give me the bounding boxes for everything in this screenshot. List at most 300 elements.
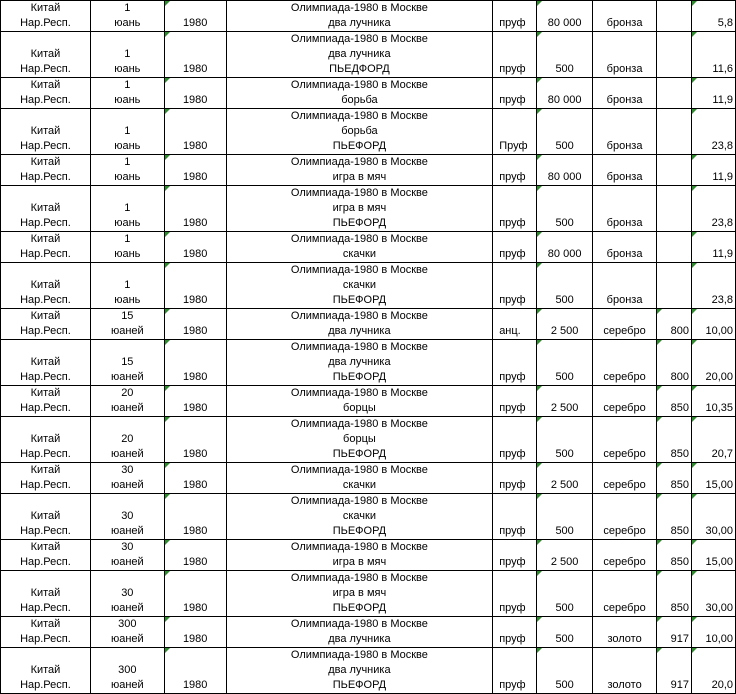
cell-mintage-value: 80 000 [547, 248, 582, 260]
cell-mintage-value: 500 [555, 633, 574, 645]
cell-year-value: 1980 [182, 633, 208, 645]
cell-country-line: Китай [30, 156, 61, 168]
cell-year-value: 1980 [182, 294, 208, 306]
cell-country-line: Китай [30, 233, 61, 245]
cell-metal[interactable] [593, 155, 657, 186]
cell-description[interactable] [226, 463, 493, 494]
cell-weight-value: 850 [670, 525, 689, 537]
cell-description[interactable] [226, 186, 493, 232]
cell-mintage[interactable] [537, 263, 593, 309]
cell-quality-value: анц. [499, 325, 521, 337]
cell-price[interactable] [691, 386, 735, 417]
cell-metal-value: серебро [603, 402, 646, 414]
cell-price[interactable] [691, 648, 735, 694]
cell-metal-value: бронза [606, 17, 643, 29]
cell-mintage-value: 500 [555, 63, 574, 75]
cell-country[interactable] [1, 571, 91, 617]
cell-denomination-line: 30 [121, 464, 134, 476]
cell-metal-value: бронза [606, 294, 643, 306]
cell-country[interactable] [1, 463, 91, 494]
cell-country-line: Нар.Респ. [20, 140, 71, 152]
cell-denomination-line: юаней [110, 525, 144, 537]
cell-description-line: Олимпиада-1980 в Москве [290, 233, 428, 245]
cell-mintage-value: 80 000 [547, 171, 582, 183]
cell-price[interactable] [691, 155, 735, 186]
cell-description-line: ПЬЕФОРД [332, 217, 387, 229]
cell-price[interactable] [691, 340, 735, 386]
cell-weight[interactable] [657, 494, 692, 540]
cell-price-value: 11,9 [712, 171, 733, 183]
cell-description-line: борьба [341, 94, 378, 106]
cell-year[interactable] [164, 78, 226, 109]
cell-description-line: игра в мяч [332, 171, 387, 183]
cell-year[interactable] [164, 155, 226, 186]
cell-mintage[interactable] [537, 617, 593, 648]
cell-metal-value: серебро [603, 371, 646, 383]
cell-description-line: два лучника [328, 356, 391, 368]
cell-denomination[interactable] [90, 386, 164, 417]
cell-price-value: 23,8 [711, 217, 733, 229]
cell-quality[interactable] [493, 617, 537, 648]
cell-price[interactable] [691, 309, 735, 340]
cell-country[interactable] [1, 494, 91, 540]
cell-year-value: 1980 [182, 371, 208, 383]
table-row [1, 232, 736, 263]
cell-metal[interactable] [593, 571, 657, 617]
cell-denomination[interactable] [90, 648, 164, 694]
cell-country[interactable] [1, 540, 91, 571]
cell-price[interactable] [691, 232, 735, 263]
cell-denomination-line: юаней [110, 402, 144, 414]
cell-weight[interactable] [657, 386, 692, 417]
cell-country[interactable] [1, 386, 91, 417]
cell-description[interactable] [226, 32, 493, 78]
cell-description[interactable] [226, 340, 493, 386]
cell-quality[interactable] [493, 232, 537, 263]
cell-metal[interactable] [593, 540, 657, 571]
cell-country-line: Китай [30, 387, 61, 399]
cell-denomination-line: 1 [124, 2, 131, 14]
cell-description-line: два лучника [328, 17, 391, 29]
table-row [1, 540, 736, 571]
cell-description[interactable] [226, 648, 493, 694]
cell-quality[interactable] [493, 340, 537, 386]
cell-denomination-line: юань [114, 248, 141, 260]
cell-denomination[interactable] [90, 340, 164, 386]
table-row [1, 417, 736, 463]
cell-denomination-line: юань [114, 94, 141, 106]
cell-mintage-value: 2 500 [550, 556, 579, 568]
cell-price-value: 15,00 [705, 556, 733, 568]
cell-denomination[interactable] [90, 32, 164, 78]
cell-description-line: скачки [342, 248, 376, 260]
cell-price[interactable] [691, 494, 735, 540]
cell-denomination-line: юаней [110, 479, 144, 491]
cell-price[interactable] [691, 78, 735, 109]
cell-quality[interactable] [493, 386, 537, 417]
cell-year-value: 1980 [182, 217, 208, 229]
cell-denomination-line: юаней [110, 679, 144, 691]
cell-denomination-line: 1 [124, 48, 131, 60]
cell-metal-value: бронза [606, 140, 643, 152]
cell-quality[interactable] [493, 417, 537, 463]
cell-description-line: два лучника [328, 325, 391, 337]
cell-mintage[interactable] [537, 417, 593, 463]
cell-country[interactable] [1, 78, 91, 109]
cell-year[interactable] [164, 309, 226, 340]
cell-description[interactable] [226, 232, 493, 263]
cell-mintage[interactable] [537, 155, 593, 186]
cell-country[interactable] [1, 32, 91, 78]
cell-price-value: 20,00 [705, 371, 733, 383]
cell-denomination[interactable] [90, 571, 164, 617]
cell-denomination-line: 300 [118, 618, 137, 630]
cell-country[interactable] [1, 1, 91, 32]
cell-denomination[interactable] [90, 109, 164, 155]
cell-denomination-line: юань [114, 63, 141, 75]
cell-weight[interactable] [657, 1, 692, 32]
cell-quality-value: пруф [499, 63, 526, 75]
cell-denomination-line: юань [114, 217, 141, 229]
cell-price-value: 30,00 [705, 602, 733, 614]
cell-denomination[interactable] [90, 309, 164, 340]
cell-weight[interactable] [657, 309, 692, 340]
cell-country-line: Китай [30, 202, 61, 214]
cell-mintage[interactable] [537, 32, 593, 78]
cell-year[interactable] [164, 617, 226, 648]
cell-mintage[interactable] [537, 309, 593, 340]
cell-price[interactable] [691, 463, 735, 494]
cell-denomination-line: 300 [118, 664, 137, 676]
cell-price-value: 20,7 [711, 448, 733, 460]
cell-weight[interactable] [657, 463, 692, 494]
cell-mintage[interactable] [537, 648, 593, 694]
cell-denomination[interactable] [90, 186, 164, 232]
cell-country[interactable] [1, 109, 91, 155]
cell-weight[interactable] [657, 540, 692, 571]
cell-metal[interactable] [593, 232, 657, 263]
cell-mintage[interactable] [537, 540, 593, 571]
cell-quality[interactable] [493, 494, 537, 540]
cell-year[interactable] [164, 386, 226, 417]
cell-denomination[interactable] [90, 232, 164, 263]
cell-description-line: Олимпиада-1980 в Москве [290, 649, 428, 661]
cell-denomination-line: 20 [121, 433, 134, 445]
cell-denomination-line: 30 [121, 510, 134, 522]
cell-metal-value: бронза [606, 217, 643, 229]
cell-quality[interactable] [493, 78, 537, 109]
cell-country-line: Китай [30, 618, 61, 630]
cell-mintage[interactable] [537, 463, 593, 494]
cell-description[interactable] [226, 1, 493, 32]
cell-country[interactable] [1, 340, 91, 386]
cell-metal[interactable] [593, 186, 657, 232]
cell-country-line: Нар.Респ. [20, 217, 71, 229]
cell-metal[interactable] [593, 386, 657, 417]
cell-denomination-line: юаней [110, 325, 144, 337]
cell-weight[interactable] [657, 32, 692, 78]
cell-year-value: 1980 [182, 140, 208, 152]
cell-country-line: Нар.Респ. [20, 94, 71, 106]
cell-denomination[interactable] [90, 540, 164, 571]
cell-mintage-value: 80 000 [547, 94, 582, 106]
cell-mintage-value: 80 000 [547, 17, 582, 29]
cell-metal[interactable] [593, 32, 657, 78]
cell-year[interactable] [164, 32, 226, 78]
cell-quality[interactable] [493, 571, 537, 617]
cell-country[interactable] [1, 309, 91, 340]
cell-quality[interactable] [493, 463, 537, 494]
cell-denomination-line: юаней [110, 602, 144, 614]
cell-country-line: Нар.Респ. [20, 294, 71, 306]
cell-weight[interactable] [657, 571, 692, 617]
cell-metal[interactable] [593, 463, 657, 494]
cell-description-line: Олимпиада-1980 в Москве [290, 264, 428, 276]
cell-denomination[interactable] [90, 78, 164, 109]
cell-price-value: 10,00 [705, 633, 733, 645]
table-row [1, 463, 736, 494]
cell-metal-value: бронза [606, 94, 643, 106]
cell-year[interactable] [164, 186, 226, 232]
cell-price-value: 10,00 [705, 325, 733, 337]
cell-mintage[interactable] [537, 186, 593, 232]
table-row [1, 309, 736, 340]
cell-year[interactable] [164, 232, 226, 263]
cell-country-line: Нар.Респ. [20, 556, 71, 568]
cell-description[interactable] [226, 494, 493, 540]
cell-weight-value: 850 [670, 402, 689, 414]
cell-weight-value: 800 [670, 371, 689, 383]
cell-year-value: 1980 [182, 402, 208, 414]
table-row [1, 648, 736, 694]
cell-weight[interactable] [657, 155, 692, 186]
cell-quality[interactable] [493, 1, 537, 32]
cell-quality-value: пруф [499, 633, 526, 645]
cell-denomination[interactable] [90, 263, 164, 309]
cell-metal[interactable] [593, 340, 657, 386]
cell-description-line: ПЬЕФОРД [332, 679, 387, 691]
cell-country-line: Китай [30, 464, 61, 476]
cell-quality[interactable] [493, 32, 537, 78]
table-row [1, 78, 736, 109]
cell-metal[interactable] [593, 494, 657, 540]
cell-quality[interactable] [493, 155, 537, 186]
cell-description-line: ПЬЕФОРД [332, 140, 387, 152]
cell-mintage[interactable] [537, 494, 593, 540]
cell-price-value: 23,8 [711, 294, 733, 306]
cell-year[interactable] [164, 1, 226, 32]
cell-description-line: скачки [342, 479, 376, 491]
cell-denomination[interactable] [90, 155, 164, 186]
cell-year-value: 1980 [182, 525, 208, 537]
cell-description-line: ПЬЕФОРД [332, 602, 387, 614]
cell-country-line: Китай [30, 48, 61, 60]
cell-quality[interactable] [493, 186, 537, 232]
cell-price[interactable] [691, 571, 735, 617]
cell-weight-value: 800 [670, 325, 689, 337]
cell-mintage[interactable] [537, 1, 593, 32]
cell-denomination-line: юаней [110, 556, 144, 568]
table-row [1, 340, 736, 386]
cell-country[interactable] [1, 417, 91, 463]
cell-mintage-value: 500 [555, 294, 574, 306]
cell-price[interactable] [691, 32, 735, 78]
cell-country[interactable] [1, 186, 91, 232]
cell-weight[interactable] [657, 263, 692, 309]
cell-metal[interactable] [593, 309, 657, 340]
cell-quality[interactable] [493, 263, 537, 309]
cell-country[interactable] [1, 232, 91, 263]
cell-description[interactable] [226, 540, 493, 571]
cell-price[interactable] [691, 186, 735, 232]
cell-country-line: Китай [30, 510, 61, 522]
cell-quality[interactable] [493, 109, 537, 155]
cell-country[interactable] [1, 263, 91, 309]
cell-description[interactable] [226, 417, 493, 463]
cell-country-line: Нар.Респ. [20, 633, 71, 645]
cell-country[interactable] [1, 155, 91, 186]
cell-denomination-line: юаней [110, 633, 144, 645]
cell-mintage[interactable] [537, 340, 593, 386]
cell-year[interactable] [164, 417, 226, 463]
cell-metal[interactable] [593, 417, 657, 463]
cell-quality[interactable] [493, 540, 537, 571]
cell-metal-value: серебро [603, 448, 646, 460]
cell-year[interactable] [164, 648, 226, 694]
cell-denomination-line: юань [114, 17, 141, 29]
cell-weight[interactable] [657, 340, 692, 386]
cell-weight[interactable] [657, 78, 692, 109]
cell-price[interactable] [691, 263, 735, 309]
cell-mintage-value: 500 [555, 448, 574, 460]
cell-price[interactable] [691, 540, 735, 571]
table-row [1, 571, 736, 617]
cell-price[interactable] [691, 617, 735, 648]
cell-weight[interactable] [657, 617, 692, 648]
cell-description-line: ПЬЕДФОРД [329, 63, 390, 75]
cell-metal[interactable] [593, 1, 657, 32]
cell-weight-value: 917 [670, 633, 689, 645]
cell-year-value: 1980 [182, 679, 208, 691]
cell-mintage[interactable] [537, 78, 593, 109]
cell-price-value: 11,9 [712, 248, 733, 260]
cell-description[interactable] [226, 386, 493, 417]
cell-description[interactable] [226, 571, 493, 617]
cell-description-line: ПЬЕФОРД [332, 294, 387, 306]
cell-description-line: борцы [343, 433, 376, 445]
table-row [1, 617, 736, 648]
cell-year-value: 1980 [182, 171, 208, 183]
cell-country-line: Нар.Респ. [20, 448, 71, 460]
cell-description-line: Олимпиада-1980 в Москве [290, 156, 428, 168]
cell-quality-value: пруф [499, 556, 526, 568]
cell-country-line: Нар.Респ. [20, 248, 71, 260]
cell-price[interactable] [691, 417, 735, 463]
cell-country-line: Китай [30, 125, 61, 137]
cell-year-value: 1980 [182, 556, 208, 568]
cell-mintage[interactable] [537, 109, 593, 155]
cell-mintage[interactable] [537, 571, 593, 617]
cell-quality-value: пруф [499, 402, 526, 414]
cell-country-line: Нар.Респ. [20, 525, 71, 537]
cell-quality-value: пруф [499, 371, 526, 383]
cell-weight[interactable] [657, 648, 692, 694]
cell-metal[interactable] [593, 78, 657, 109]
cell-country-line: Китай [30, 2, 61, 14]
cell-denomination-line: 1 [124, 79, 131, 91]
cell-denomination[interactable] [90, 617, 164, 648]
cell-price[interactable] [691, 109, 735, 155]
cell-description-line: игра в мяч [332, 556, 387, 568]
cell-price-value: 10,35 [705, 402, 733, 414]
cell-denomination-line: юань [114, 294, 141, 306]
cell-description[interactable] [226, 155, 493, 186]
cell-mintage[interactable] [537, 232, 593, 263]
cell-country[interactable] [1, 617, 91, 648]
cell-metal-value: бронза [606, 248, 643, 260]
cell-metal[interactable] [593, 648, 657, 694]
cell-price[interactable] [691, 1, 735, 32]
table-row [1, 263, 736, 309]
cell-quality[interactable] [493, 309, 537, 340]
cell-metal[interactable] [593, 617, 657, 648]
cell-quality[interactable] [493, 648, 537, 694]
cell-country[interactable] [1, 648, 91, 694]
cell-description-line: два лучника [328, 48, 391, 60]
cell-weight[interactable] [657, 186, 692, 232]
cell-description-line: ПЬЕФОРД [332, 371, 387, 383]
cell-mintage[interactable] [537, 386, 593, 417]
cell-description-line: Олимпиада-1980 в Москве [290, 618, 428, 630]
cell-mintage-value: 500 [555, 371, 574, 383]
cell-year[interactable] [164, 340, 226, 386]
cell-metal[interactable] [593, 109, 657, 155]
cell-year[interactable] [164, 263, 226, 309]
cell-quality-value: пруф [499, 525, 526, 537]
cell-denomination[interactable] [90, 494, 164, 540]
cell-description[interactable] [226, 617, 493, 648]
cell-denomination[interactable] [90, 1, 164, 32]
cell-description-line: Олимпиада-1980 в Москве [290, 79, 428, 91]
cell-description-line: Олимпиада-1980 в Москве [290, 341, 428, 353]
table-row [1, 109, 736, 155]
cell-description-line: Олимпиада-1980 в Москве [290, 187, 428, 199]
cell-year[interactable] [164, 571, 226, 617]
cell-description[interactable] [226, 78, 493, 109]
cell-metal-value: серебро [603, 556, 646, 568]
cell-price-value: 5,8 [717, 17, 733, 29]
cell-year[interactable] [164, 109, 226, 155]
cell-denomination[interactable] [90, 417, 164, 463]
cell-description[interactable] [226, 309, 493, 340]
cell-year[interactable] [164, 494, 226, 540]
cell-denomination[interactable] [90, 463, 164, 494]
cell-weight-value: 917 [670, 679, 689, 691]
cell-denomination-line: 30 [121, 541, 134, 553]
cell-denomination-line: юаней [110, 448, 144, 460]
cell-weight[interactable] [657, 109, 692, 155]
cell-year[interactable] [164, 540, 226, 571]
cell-description[interactable] [226, 109, 493, 155]
table-row [1, 386, 736, 417]
cell-year[interactable] [164, 463, 226, 494]
cell-denomination-line: юань [114, 140, 141, 152]
cell-description[interactable] [226, 263, 493, 309]
cell-weight[interactable] [657, 232, 692, 263]
cell-weight[interactable] [657, 417, 692, 463]
cell-description-line: Олимпиада-1980 в Москве [290, 310, 428, 322]
cell-metal[interactable] [593, 263, 657, 309]
